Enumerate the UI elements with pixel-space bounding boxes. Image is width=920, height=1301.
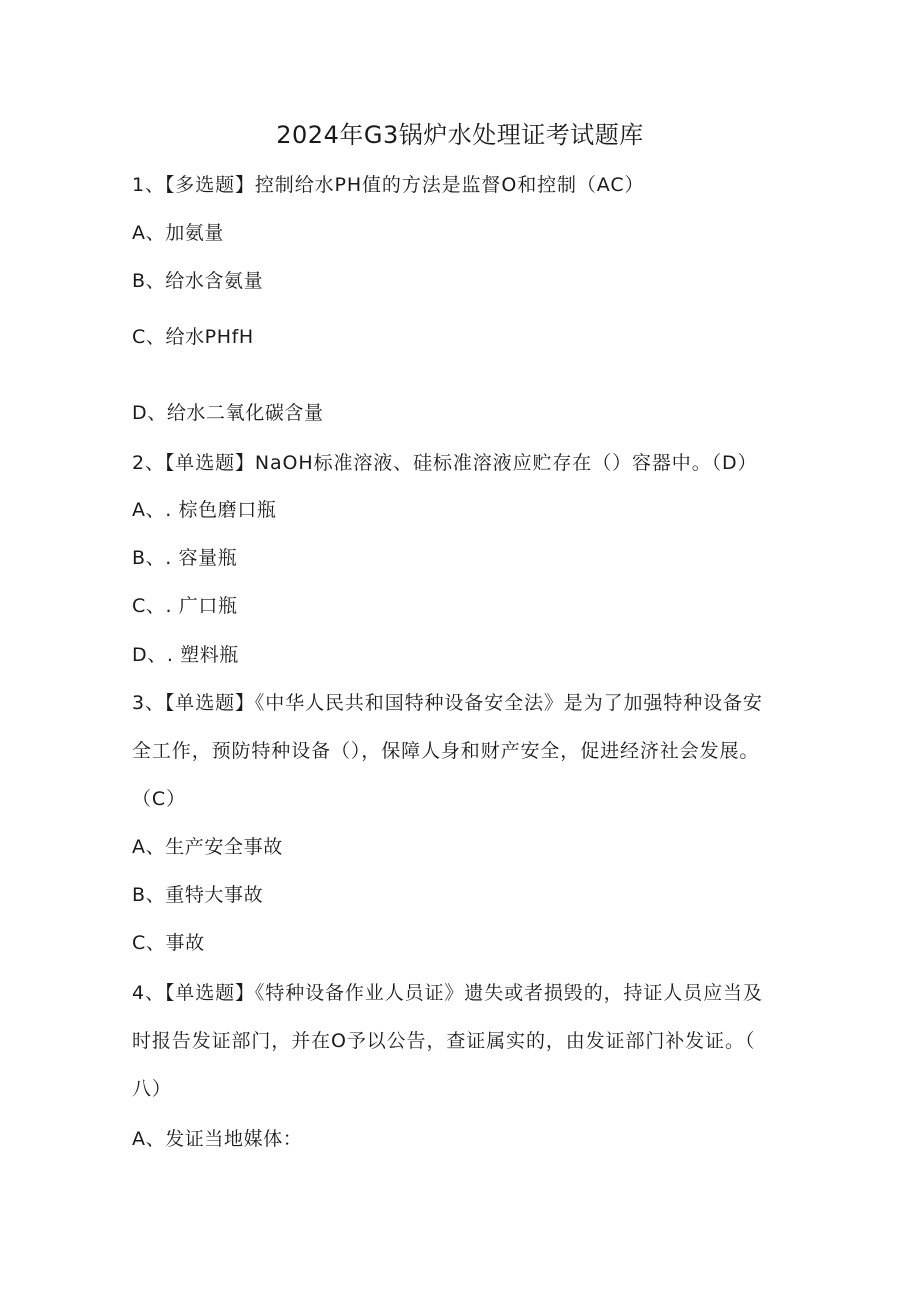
question-2-option-b: B、. 容量瓶 [132, 547, 238, 569]
question-4-stem-line-3: 八） [132, 1078, 172, 1100]
question-1-stem: 1、【多选题】控制给水PH值的方法是监督O和控制（AC） [132, 174, 645, 196]
question-3-stem-line-2: 全工作，预防特种设备（），保障人身和财产安全，促进经济社会发展。 [132, 740, 760, 762]
question-3-option-a: A、生产安全事故 [132, 836, 283, 858]
document-title: 2024年G3锅炉水处理证考试题库 [276, 121, 644, 149]
question-4-stem-line-2: 时报告发证部门，并在O予以公告，查证属实的，由发证部门补发证。（ [132, 1030, 756, 1052]
question-2-option-c: C、. 广口瓶 [132, 595, 238, 617]
question-4-stem-line-1: 4、【单选题】《特种设备作业人员证》遗失或者损毁的，持证人员应当及 [132, 982, 763, 1004]
question-1-option-b: B、给水含氨量 [132, 270, 264, 292]
question-1-option-d: D、给水二氧化碳含量 [132, 402, 324, 424]
question-1-option-a: A、加氨量 [132, 222, 224, 244]
question-3-stem-line-1: 3、【单选题】《中华人民共和国特种设备安全法》是为了加强特种设备安 [132, 692, 763, 714]
question-2-option-d: D、. 塑料瓶 [132, 644, 239, 666]
question-1-option-c: C、给水PHfH [132, 326, 254, 348]
question-2-stem: 2、【单选题】NaOH标准溶液、硅标准溶液应贮存在（）容器中。（D） [132, 452, 758, 474]
question-3-stem-line-3: （C） [132, 788, 186, 810]
question-3-option-c: C、事故 [132, 932, 205, 954]
question-3-option-b: B、重特大事故 [132, 884, 264, 906]
question-4-option-a: A、发证当地媒体： [132, 1128, 303, 1150]
question-2-option-a: A、. 棕色磨口瓶 [132, 499, 277, 521]
